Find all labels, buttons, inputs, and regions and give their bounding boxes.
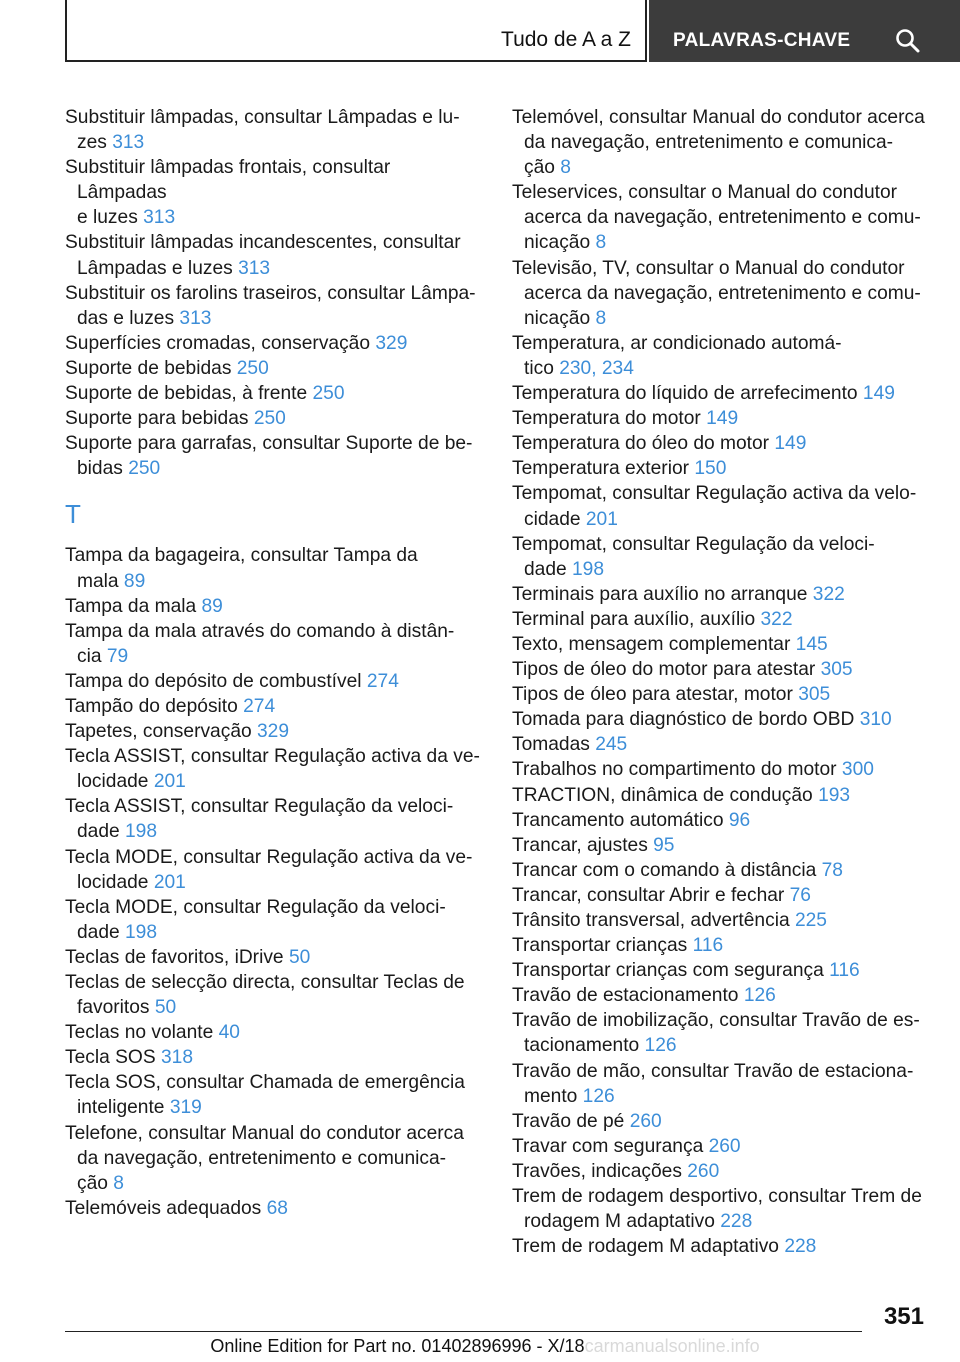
page-reference-link[interactable]: 250 bbox=[253, 408, 286, 430]
index-entry bbox=[512, 958, 930, 983]
index-entry-text: Terminal para auxílio, auxílio bbox=[512, 608, 761, 630]
page-reference-link[interactable]: 245 bbox=[595, 734, 628, 756]
index-entry-text: Travões, indicações bbox=[512, 1160, 688, 1182]
page-reference-link[interactable]: 228 bbox=[720, 1211, 753, 1233]
index-entry bbox=[512, 1134, 930, 1159]
index-entry-text: Temperatura, ar condicionado automá- tico bbox=[512, 332, 842, 379]
index-entry-text: Transportar crianças bbox=[512, 935, 693, 957]
page-reference-link[interactable]: 126 bbox=[582, 1085, 615, 1107]
index-entry-text: Temperatura do motor bbox=[512, 408, 707, 430]
index-entry-text: Tampa do depósito de combustível bbox=[65, 670, 367, 692]
index-entry-text: Tempomat, consultar Regulação da veloci- dade bbox=[512, 533, 875, 580]
page-reference-link[interactable]: 78 bbox=[821, 859, 843, 881]
page-reference-link[interactable]: 318 bbox=[160, 1047, 193, 1069]
page-reference-link[interactable]: 260 bbox=[629, 1110, 662, 1132]
index-entry bbox=[512, 1059, 930, 1109]
index-entry bbox=[65, 1070, 483, 1120]
index-entry-text: Trem de rodagem M adaptativo bbox=[512, 1236, 785, 1258]
index-entry bbox=[512, 481, 930, 531]
index-entry bbox=[512, 858, 930, 883]
index-entry bbox=[512, 657, 930, 682]
page-reference-link[interactable]: 50 bbox=[154, 997, 177, 1019]
top-tab-bar bbox=[65, 0, 960, 65]
index-group-t-continued bbox=[512, 105, 930, 1259]
index-entry bbox=[65, 970, 483, 1020]
index-entry-text: Tempomat, consultar Regulação activa da velo- cidade bbox=[512, 483, 917, 530]
index-entry-text: Suporte de bebidas bbox=[65, 357, 237, 379]
index-entry bbox=[65, 1196, 483, 1221]
index-entry bbox=[512, 406, 930, 431]
index-entry bbox=[65, 719, 483, 744]
page-reference-link[interactable]: 260 bbox=[708, 1135, 741, 1157]
index-entry bbox=[512, 180, 930, 255]
index-entry-text: Terminais para auxílio no arranque bbox=[512, 583, 813, 605]
page-reference-link[interactable]: 260 bbox=[687, 1160, 720, 1182]
index-entry bbox=[65, 694, 483, 719]
index-entry-text: Tomadas bbox=[512, 734, 596, 756]
page-reference-link[interactable]: 198 bbox=[572, 558, 605, 580]
index-entry-text: Teleservices, consultar o Manual do condutor acerca da navegação, entretenimento e comu- nicação bbox=[512, 182, 921, 254]
index-entry-text: Temperatura exterior bbox=[512, 458, 695, 480]
index-entry bbox=[65, 669, 483, 694]
page-reference-link[interactable]: 96 bbox=[728, 809, 751, 831]
tab-keywords-label: PALAVRAS-CHAVE bbox=[673, 30, 851, 51]
page-reference-link[interactable]: 193 bbox=[818, 784, 851, 806]
index-entry-text: Tampa da bagageira, consultar Tampa da mala bbox=[65, 545, 418, 592]
page-reference-link[interactable]: 329 bbox=[375, 332, 408, 354]
index-entry-text: Trancar, consultar Abrir e fechar bbox=[512, 884, 790, 906]
index-entry bbox=[512, 933, 930, 958]
index-entry-text: Substituir lâmpadas, consultar Lâmpadas e lu- zes bbox=[65, 107, 460, 154]
index-entry-text: Tecla MODE, consultar Regulação activa da ve- locidade bbox=[65, 846, 473, 893]
index-entry-text: Texto, mensagem complementar bbox=[512, 633, 796, 655]
index-entry-text: Telemóveis adequados bbox=[65, 1197, 267, 1219]
index-entry-text: Tecla SOS bbox=[65, 1047, 161, 1069]
index-column-left bbox=[65, 105, 483, 1221]
page-reference-link[interactable]: 250 bbox=[312, 383, 345, 405]
index-entry-text: Tomada para diagnóstico de bordo OBD bbox=[512, 709, 860, 731]
page-number: 351 bbox=[883, 1303, 924, 1330]
page-reference-link[interactable]: 40 bbox=[218, 1022, 240, 1044]
index-entry-text: Televisão, TV, consultar o Manual do condutor acerca da navegação, entretenimento e comu- nicação bbox=[512, 257, 921, 329]
page-reference-link[interactable]: 116 bbox=[829, 960, 860, 982]
index-entry-text: Superfícies cromadas, conservação bbox=[65, 332, 376, 354]
index-entry bbox=[512, 1184, 930, 1234]
index-entry-text: Tipos de óleo para atestar, motor bbox=[512, 684, 799, 706]
page-reference-link[interactable]: 149 bbox=[774, 433, 807, 455]
page-reference-link[interactable]: 274 bbox=[243, 695, 276, 717]
index-entry bbox=[512, 582, 930, 607]
index-entry bbox=[65, 230, 483, 280]
index-entry bbox=[512, 808, 930, 833]
index-entry bbox=[65, 945, 483, 970]
index-entry bbox=[65, 594, 483, 619]
index-entry-text: Substituir lâmpadas incandescentes, consultar Lâmpadas e luzes bbox=[65, 232, 461, 279]
page-reference-link[interactable]: 8 bbox=[560, 157, 571, 179]
page-reference-link[interactable]: 313 bbox=[179, 307, 212, 329]
index-entry bbox=[65, 845, 483, 895]
page-reference-link[interactable]: 89 bbox=[201, 595, 223, 617]
index-entry-text: Telemóvel, consultar Manual do condutor acerca da navegação, entretenimento e comunica- ção bbox=[512, 107, 925, 179]
page-reference-link[interactable]: 322 bbox=[760, 608, 793, 630]
index-entry bbox=[65, 1121, 483, 1196]
index-entry-text: Tapetes, conservação bbox=[65, 721, 257, 743]
index-entry-text: Travão de pé bbox=[512, 1110, 630, 1132]
index-entry bbox=[65, 543, 483, 593]
page-reference-link[interactable]: 126 bbox=[644, 1035, 677, 1057]
index-entry bbox=[512, 682, 930, 707]
index-entry-text: Trancamento automático bbox=[512, 809, 729, 831]
index-entry-text: Trem de rodagem desportivo, consultar Trem de rodagem M adaptativo bbox=[512, 1186, 922, 1233]
index-entry bbox=[512, 105, 930, 180]
index-entry-text: Travão de imobilização, consultar Travão de es- tacionamento bbox=[512, 1010, 920, 1057]
index-entry bbox=[512, 431, 930, 456]
page-reference-link[interactable]: 198 bbox=[125, 921, 158, 943]
index-entry-text: Suporte de bebidas, à frente bbox=[65, 383, 313, 405]
page-reference-link[interactable]: 201 bbox=[153, 871, 186, 893]
index-entry bbox=[512, 1234, 930, 1259]
index-entry-text: Tampão do depósito bbox=[65, 695, 244, 717]
index-entry bbox=[512, 532, 930, 582]
index-letter-heading: T bbox=[65, 499, 81, 530]
index-entry-text: Tecla ASSIST, consultar Regulação activa da ve- locidade bbox=[65, 746, 480, 793]
index-entry bbox=[512, 707, 930, 732]
page-reference-link[interactable]: 126 bbox=[743, 985, 776, 1007]
page-reference-link[interactable]: 228 bbox=[784, 1236, 817, 1258]
index-entry-text: Travão de mão, consultar Travão de estaciona- mento bbox=[512, 1060, 914, 1107]
page-reference-link[interactable]: 313 bbox=[143, 207, 176, 229]
page-reference-link[interactable]: 201 bbox=[585, 508, 618, 530]
index-entry-text: Substituir lâmpadas frontais, consultar Lâmpadas e luzes bbox=[65, 157, 391, 229]
page-reference-link[interactable]: 313 bbox=[238, 257, 271, 279]
page-reference-link[interactable]: 8 bbox=[595, 307, 607, 329]
index-entry-text: Temperatura do óleo do motor bbox=[512, 433, 775, 455]
index-entry bbox=[512, 908, 930, 933]
index-entry-text: Suporte para garrafas, consultar Suporte de be- bidas bbox=[65, 433, 473, 480]
footer-divider bbox=[65, 1331, 862, 1332]
index-entry-text: Travar com segurança bbox=[512, 1135, 709, 1157]
page-reference-link[interactable]: 198 bbox=[125, 821, 158, 843]
page-reference-link[interactable]: 319 bbox=[169, 1097, 202, 1119]
index-entry bbox=[512, 456, 930, 481]
index-entry-text: Teclas no volante bbox=[65, 1022, 219, 1044]
tab-keywords[interactable] bbox=[649, 0, 960, 62]
index-entry bbox=[512, 1008, 930, 1058]
index-entry-text: Transportar crianças com segurança bbox=[512, 960, 830, 982]
page-reference-link[interactable]: 68 bbox=[266, 1197, 288, 1219]
page-reference-link[interactable]: 8 bbox=[595, 232, 607, 254]
index-entry-text: Substituir os farolins traseiros, consultar Lâmpa- das e luzes bbox=[65, 282, 476, 329]
index-entry bbox=[65, 155, 483, 230]
index-entry-text: Trânsito transversal, advertência bbox=[512, 910, 795, 931]
index-entry-text: Tampa da mala bbox=[65, 595, 202, 617]
page-reference-link[interactable]: 149 bbox=[706, 408, 739, 430]
index-group-t bbox=[65, 543, 483, 1221]
index-entry bbox=[65, 281, 483, 331]
index-entry bbox=[512, 607, 930, 632]
index-entry bbox=[65, 794, 483, 844]
index-entry-text: Telefone, consultar Manual do condutor acerca da navegação, entretenimento e comunica- ção bbox=[65, 1122, 464, 1194]
page-reference-link[interactable]: 116 bbox=[692, 935, 724, 957]
page-reference-link[interactable]: 225 bbox=[794, 910, 827, 931]
index-entry bbox=[512, 331, 930, 381]
index-entry bbox=[512, 783, 930, 808]
page-reference-link[interactable]: 313 bbox=[112, 132, 145, 154]
index-entry bbox=[65, 356, 483, 381]
index-entry bbox=[65, 744, 483, 794]
index-entry bbox=[512, 883, 930, 908]
page-reference-link[interactable]: 8 bbox=[113, 1172, 124, 1194]
page-reference-link[interactable]: 274 bbox=[366, 670, 399, 692]
index-entry bbox=[65, 105, 483, 155]
tab-a-to-z[interactable] bbox=[65, 0, 647, 62]
search-icon[interactable] bbox=[895, 28, 921, 54]
index-entry-text: TRACTION, dinâmica de condução bbox=[512, 784, 819, 806]
index-entry bbox=[65, 406, 483, 431]
index-entry-text: Trancar, ajustes bbox=[512, 834, 654, 856]
index-entry bbox=[512, 732, 930, 757]
index-entry bbox=[512, 1109, 930, 1134]
page-reference-link[interactable]: 150 bbox=[694, 458, 727, 480]
index-group-s bbox=[65, 105, 483, 481]
index-entry bbox=[512, 381, 930, 406]
index-entry bbox=[65, 381, 483, 406]
index-entry-text: Tampa da mala através do comando à distân- cia bbox=[65, 620, 455, 667]
index-entry bbox=[65, 1020, 483, 1045]
footer-edition bbox=[0, 1336, 960, 1357]
footer-edition-text: Online Edition for Part no. 01402896996 - X/18 bbox=[210, 1336, 585, 1356]
index-entry-text: Trabalhos no compartimento do motor bbox=[512, 759, 842, 781]
page-reference-link[interactable]: 230, 234 bbox=[559, 357, 634, 379]
page-reference-link[interactable]: 201 bbox=[153, 771, 186, 793]
index-entry bbox=[512, 632, 930, 657]
index-entry bbox=[512, 1159, 930, 1184]
index-entry-text: Trancar com o comando à distância bbox=[512, 859, 822, 881]
index-entry bbox=[512, 983, 930, 1008]
index-entry bbox=[65, 895, 483, 945]
footer-watermark: carmanualsonline.info bbox=[584, 1336, 760, 1356]
page-reference-link[interactable]: 95 bbox=[653, 834, 675, 856]
index-entry bbox=[512, 833, 930, 858]
index-entry-text: Tecla SOS, consultar Chamada de emergência inteligente bbox=[65, 1072, 465, 1119]
page-reference-link[interactable]: 145 bbox=[795, 633, 828, 655]
index-entry-text: Tipos de óleo do motor para atestar bbox=[512, 659, 821, 681]
page-reference-link[interactable]: 329 bbox=[257, 721, 290, 743]
index-entry bbox=[512, 256, 930, 331]
page-reference-link[interactable]: 300 bbox=[841, 759, 874, 781]
index-entry bbox=[65, 331, 483, 356]
index-entry-text: Suporte para bebidas bbox=[65, 408, 254, 430]
page-reference-link[interactable]: 50 bbox=[288, 946, 311, 968]
page-reference-link[interactable]: 76 bbox=[789, 884, 811, 906]
index-entry bbox=[65, 619, 483, 669]
index-entry bbox=[512, 757, 930, 782]
tab-a-to-z-label: Tudo de A a Z bbox=[501, 28, 631, 51]
index-entry-text: Teclas de selecção directa, consultar Teclas de favoritos bbox=[65, 972, 465, 1019]
page-reference-link[interactable]: 310 bbox=[859, 709, 892, 731]
index-entry-text: Temperatura do líquido de arrefecimento bbox=[512, 383, 863, 405]
index-entry-text: Travão de estacionamento bbox=[512, 985, 744, 1007]
page-reference-link[interactable]: 305 bbox=[820, 659, 853, 681]
page-reference-link[interactable]: 89 bbox=[123, 570, 146, 592]
page-reference-link[interactable]: 250 bbox=[236, 357, 269, 379]
index-entry-text: Teclas de favoritos, iDrive bbox=[65, 946, 289, 968]
index-entry-text: Tecla MODE, consultar Regulação da veloci- dade bbox=[65, 896, 446, 943]
page-reference-link[interactable]: 250 bbox=[128, 458, 161, 480]
page-reference-link[interactable]: 305 bbox=[798, 684, 831, 706]
page-reference-link[interactable]: 149 bbox=[862, 383, 895, 405]
index-entry bbox=[65, 431, 483, 481]
index-entry bbox=[65, 1045, 483, 1070]
page-reference-link[interactable]: 322 bbox=[812, 583, 845, 605]
index-column-right bbox=[512, 105, 930, 1259]
page-reference-link[interactable]: 79 bbox=[106, 645, 129, 667]
index-entry-text: Tecla ASSIST, consultar Regulação da veloci- dade bbox=[65, 796, 454, 843]
